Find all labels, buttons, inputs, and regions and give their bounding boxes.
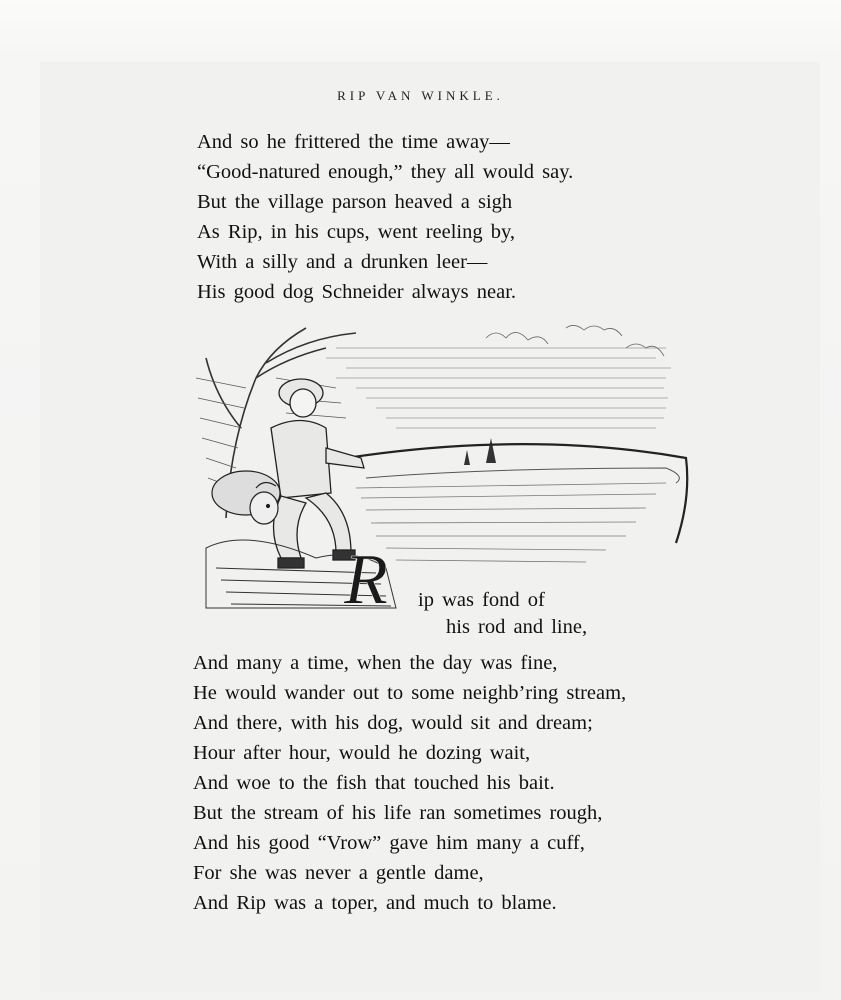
verse-line: For she was never a gentle dame, [193,862,484,884]
running-head: RIP VAN WINKLE. [337,88,504,103]
verse-line: Hour after hour, would he dozing wait, [193,742,531,764]
drop-cap-letter-r [343,539,388,618]
verse-line: And woe to the fish that touched his bait. [193,772,555,794]
verse-line: He would wander out to some neighb’ring stream, [193,682,627,704]
dog [212,471,280,524]
fisherman-with-dog-engraving-icon [186,318,696,618]
dropcap-continuation-line: ip was fond of [418,589,545,611]
sky-hatching [326,348,671,428]
verse-line: But the stream of his life ran sometimes rough, [193,802,603,824]
fishing-rod [316,444,687,543]
verse-line: But the village parson heaved a sigh [197,191,513,213]
stanza-two [193,648,626,918]
water-lines [356,483,666,562]
verse-line: With a silly and a drunken leer— [197,251,488,273]
verse-line: His good dog Schneider always near. [197,281,517,303]
dropcap-continuation-line: his rod and line, [446,616,588,638]
verse-line: And so he frittered the time away— [197,131,510,153]
shoreline [366,468,679,483]
svg-text:R: R [344,539,388,618]
verse-line: And Rip was a toper, and much to blame. [193,892,557,914]
verse-line: And his good “Vrow” gave him many a cuff, [193,832,585,854]
stanza-one [197,127,573,307]
sailboats [464,438,496,465]
verse-line: As Rip, in his cups, went reeling by, [197,221,516,243]
verse-line: And there, with his dog, would sit and dream; [193,712,593,734]
verse-line: And many a time, when the day was fine, [193,652,558,674]
distant-trees [486,325,664,356]
verse-line: “Good-natured enough,” they all would say. [197,161,574,183]
